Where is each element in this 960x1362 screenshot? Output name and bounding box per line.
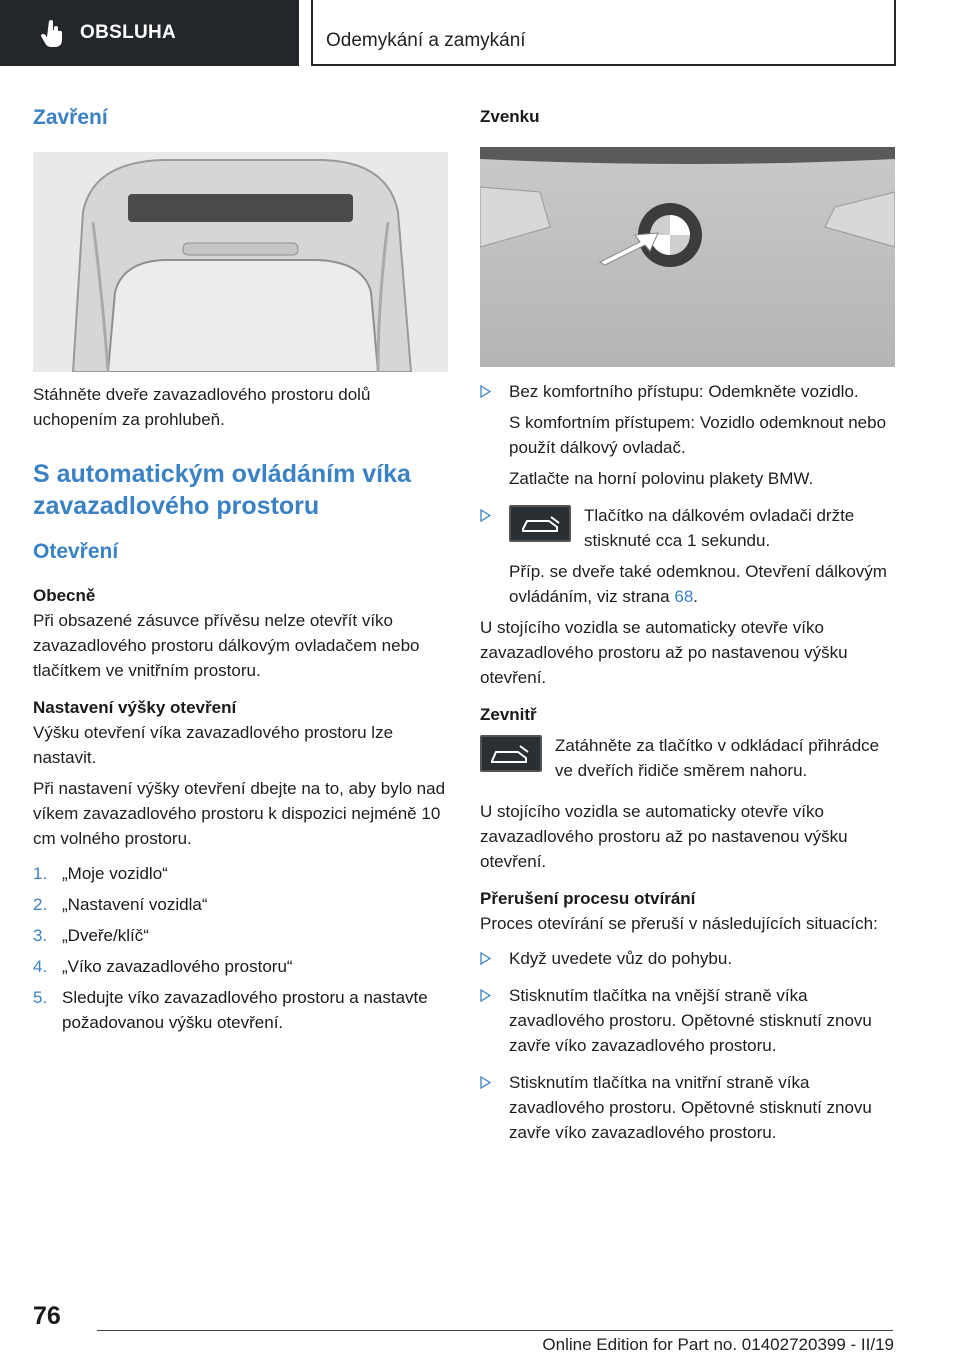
list-item: Stisknutím tlačítka na vnitřní straně víka zavadlového prostoru. Opětovné stisknutí znovu zavře víko zavazadlového prostoru. [480,1070,895,1145]
heading-height: Nastavení výšky otevření [33,698,237,717]
triangle-bullet-icon [480,385,491,398]
triangle-bullet-icon [480,509,491,522]
outside-steps [480,379,895,609]
heading-outside: Zvenku [480,107,540,126]
list-item: Když uvedete vůz do pohybu. [480,946,895,971]
height-text-2: Při nastavení výšky otevření dbejte na to, aby bylo nad víkem zavazadlového prostoru k dispozici nejméně 10 cm volného prostoru. [33,779,446,848]
list-item: Stisknutím tlačítka na vnější straně víka zavadlového prostoru. Opětovné stisknutí znovu zavře víko zavazadlového prostoru. [480,983,895,1058]
left-column [33,100,448,1041]
interrupt-list [480,946,895,1145]
height-text-1: Výšku otevření víka zavazadlového prostoru lze nastavit. [33,723,394,767]
section-tab[interactable] [0,0,299,66]
list-item: 3. „Dveře/klíč“ [33,926,149,945]
heading-general: Obecně [33,586,96,605]
triangle-bullet-icon [480,1076,491,1089]
edition-text: Online Edition for Part no. 01402720399 - II/19 [542,1335,894,1354]
section-label: OBSLUHA [80,22,177,43]
list-item: 1. „Moje vozidlo“ [33,864,168,883]
door-tailgate-button-icon [480,735,542,772]
triangle-bullet-icon [480,952,491,965]
page-link[interactable]: 68 [674,587,694,606]
stop-text-2: U stojícího vozidla se automaticky otevře víko zavazadlového prostoru až po nastavenou výšku otevření. [480,802,848,871]
bmw-badge-drawing [480,147,895,367]
right-column [480,100,895,1145]
bmw-badge-photo [480,147,895,367]
heading-automatic: S automatickým ovládáním víka zavazadlového prostoru [33,460,411,520]
list-item: Bez komfortního přístupu: Odemkněte vozidlo. S komfortním přístupem: Vozidlo odemknout nebo použít dálkový ovladač. Zatlačte na horní polovinu plakety BMW. [480,379,895,491]
steps-list [33,861,448,1035]
footer-divider [97,1330,893,1331]
breadcrumb-text: Odemykání a zamykání [326,30,526,51]
inside-row: Zatáhněte za tlačítko v odkládací přihrádce ve dveřích řidiče směrem nahoru. [480,733,895,783]
heading-open: Otevření [33,540,119,563]
list-item: 5. Sledujte víko zavazadlového prostoru a nastavte požadovanou výšku otevření. [33,988,428,1032]
triangle-bullet-icon [480,989,491,1002]
tailgate-illustration [33,152,448,372]
heading-close: Zavření [33,106,108,129]
tailgate-drawing [33,152,448,372]
heading-interrupt: Přerušení procesu otvírání [480,889,696,908]
remote-tailgate-button-icon [509,505,571,542]
stop-text-1: U stojícího vozidla se automaticky otevře víko zavazadlového prostoru až po nastavenou výšku otevření. [480,618,848,687]
close-text: Stáhněte dveře zavazadlového prostoru dolů uchopením za prohlubeň. [33,385,371,429]
list-item: 2. „Nastavení vozidla“ [33,895,208,914]
hand-icon [40,19,64,47]
list-item: 4. „Víko zavazadlového prostoru“ [33,957,293,976]
heading-inside: Zevnitř [480,705,537,724]
list-item: Tlačítko na dálkovém ovladači držte stisknuté cca 1 sekundu. Příp. se dveře také odemknou. Otevření dálkovým ovládáním, viz strana 68. [480,503,895,609]
interrupt-text: Proces otevírání se přeruší v následujících situacích: [480,914,878,933]
breadcrumb [311,0,896,66]
page-number: 76 [33,1302,61,1330]
general-text: Při obsazené zásuvce přívěsu nelze otevřít víko zavazadlového prostoru dálkovým ovladačem nebo tlačítkem ve vnitřním prostoru. [33,611,420,680]
